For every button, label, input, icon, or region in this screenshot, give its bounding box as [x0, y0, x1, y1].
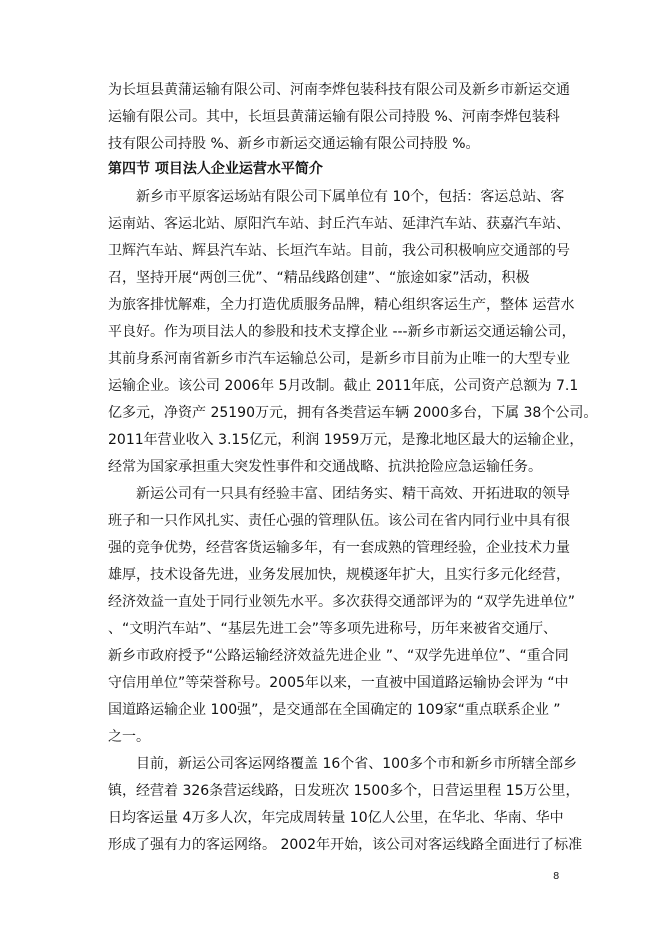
text-line: 镇，经营着 326条营运线路，日发班次 1500多个，日营运里程 15万公里，: [108, 783, 580, 799]
paragraph-first-line: 新乡市平原客运场站有限公司下属单位有 10个，包括：客运总站、客: [136, 189, 565, 205]
paragraph-first-line: 目前，新运公司客运网络覆盖 16个省、100多个市和新乡市所辖全部乡: [136, 756, 577, 772]
paragraph-first-line: 新运公司有一只具有经验丰富、团结务实、精干高效、开拓进取的领导: [136, 486, 570, 502]
text-line: 召，坚持开展“两创三优”、“精品线路创建”、“旅途如家”活动，积极: [108, 270, 530, 286]
text-line: 之一。: [108, 729, 150, 745]
text-line: 日均客运量 4万多人次，年完成周转量 10亿人公里，在华北、华南、华中: [108, 810, 564, 826]
text-line: 强的竞争优势，经营客货运输多年，有一套成熟的管理经验，企业技术力量: [108, 540, 570, 556]
text-line: 其前身系河南省新乡市汽车运输总公司，是新乡市目前为止唯一的大型专业: [108, 351, 570, 367]
text-line: 国道路运输企业 100强”，是交通部在全国确定的 109家“重点联系企业 ”: [108, 702, 561, 718]
text-line: 为旅客排忧解难，全力打造优质服务品牌，精心组织客运生产，整体 运营水: [108, 297, 575, 313]
text-line: 新乡市政府授予“公路运输经济效益先进企业 ”、“双学先进单位”、“重合同: [108, 648, 569, 664]
text-line: 班子和一只作风扎实、责任心强的管理队伍。该公司在省内同行业中具有很: [108, 513, 570, 529]
section-heading: 第四节 项目法人企业运营水平简介: [108, 161, 323, 177]
text-line: 亿多元，净资产 25190万元，拥有各类营运车辆 2000多台，下属 38个公司。: [108, 405, 598, 421]
text-line: 运输企业。该公司 2006年 5月改制。截止 2011年底，公司资产总额为 7.1: [108, 378, 579, 394]
text-line: 运南站、客运北站、原阳汽车站、封丘汽车站、延津汽车站、获嘉汽车站、: [108, 216, 570, 232]
text-line: 卫辉汽车站、辉县汽车站、长垣汽车站。目前，我公司积极响应交通部的号: [108, 243, 570, 259]
text-line: 经济效益一直处于同行业领先水平。多次获得交通部评为的 “双学先进单位”: [108, 594, 575, 610]
text-line: 、“文明汽车站”、“基层先进工会”等多项先进称号，历年来被省交通厅、: [108, 621, 558, 637]
text-line: 为长垣县黄蒲运输有限公司、河南李烨包装科技有限公司及新乡市新运交通: [108, 82, 570, 98]
page-number: 8: [553, 871, 560, 882]
text-line: 经常为国家承担重大突发性事件和交通战略、抗洪抢险应急运输任务。: [108, 459, 542, 475]
text-line: 守信用单位”等荣誉称号。2005年以来，一直被中国道路运输协会评为 “中: [108, 675, 569, 691]
text-line: 运输有限公司。其中，长垣县黄蒲运输有限公司持股 %、河南李烨包装科: [108, 109, 560, 125]
text-line: 形成了强有力的客运网络。 2002年开始，该公司对客运线路全面进行了标准: [108, 837, 583, 853]
text-line: 平良好。作为项目法人的参股和技术支撑企业 ---新乡市新运交通运输公司，: [108, 324, 576, 340]
text-line: 技有限公司持股 %、新乡市新运交通运输有限公司持股 %。: [108, 136, 480, 152]
text-line: 雄厚，技术设备先进，业务发展加快，规模逐年扩大，且实行多元化经营，: [108, 567, 570, 583]
text-line: 2011年营业收入 3.15亿元，利润 1959万元，是豫北地区最大的运输企业，: [108, 432, 584, 448]
